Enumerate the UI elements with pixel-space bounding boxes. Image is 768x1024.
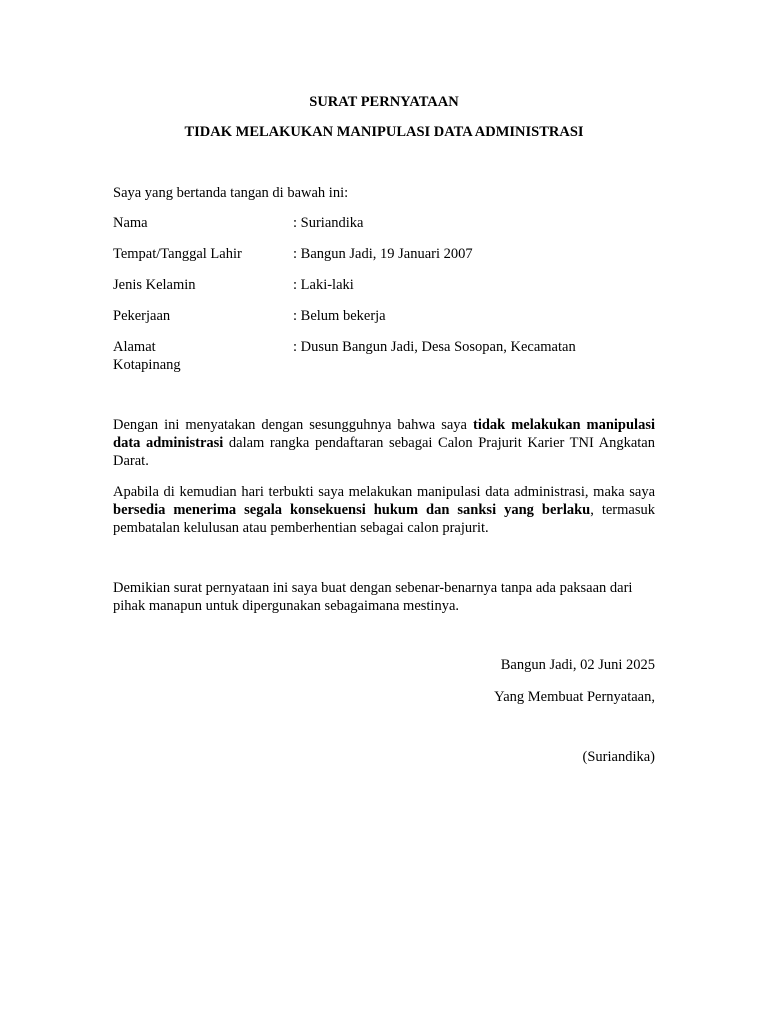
intro-text: Saya yang bertanda tangan di bawah ini: — [113, 185, 349, 201]
paragraph-closing: Demikian surat pernyataan ini saya buat dengan sebenar-benarnya tanpa ada paksaan dari pihak manapun untuk dipergunakan sebagaimana mestinya. — [113, 580, 633, 614]
field-label-nama: Nama — [113, 215, 148, 231]
document-title: SURAT PERNYATAAN — [309, 94, 459, 110]
document-subtitle: TIDAK MELAKUKAN MANIPULASI DATA ADMINISTRASI — [184, 124, 584, 140]
field-value-jenis-kelamin: : Laki-laki — [293, 277, 354, 293]
field-label-jenis-kelamin: Jenis Kelamin — [113, 277, 196, 293]
field-label-ttl: Tempat/Tanggal Lahir — [113, 246, 242, 262]
paragraph-statement-bold: tidak melakukan manipulasi data administrasi — [113, 417, 655, 451]
field-value-pekerjaan: : Belum bekerja — [293, 308, 386, 324]
field-value-nama: : Suriandika — [293, 215, 364, 231]
paragraph-consequence-bold: bersedia menerima segala konsekuensi hukum dan sanksi yang berlaku — [113, 502, 591, 518]
paragraph-statement-post: dalam rangka pendaftaran sebagai Calon Prajurit Karier TNI Angkatan Darat. — [113, 435, 655, 469]
field-label-pekerjaan: Pekerjaan — [113, 308, 171, 324]
paragraph-statement — [113, 416, 655, 470]
signer-label: Yang Membuat Pernyataan, — [494, 689, 655, 705]
signer-name: (Suriandika) — [582, 749, 655, 765]
paragraph-statement-pre: Dengan ini menyatakan dengan sesungguhnya bahwa saya — [113, 417, 473, 433]
address-continuation: Kotapinang — [113, 357, 181, 373]
paragraph-consequence — [113, 483, 655, 537]
place-date: Bangun Jadi, 02 Juni 2025 — [500, 657, 655, 673]
paragraph-consequence-pre: Apabila di kemudian hari terbukti saya melakukan manipulasi data administrasi, maka saya — [113, 484, 655, 500]
field-value-alamat: : Dusun Bangun Jadi, Desa Sosopan, Kecamatan — [293, 339, 576, 355]
paragraph-consequence-post: , termasuk pembatalan kelulusan atau pemberhentian sebagai calon prajurit. — [113, 502, 655, 536]
field-label-alamat: Alamat — [113, 339, 156, 355]
field-value-ttl: : Bangun Jadi, 19 Januari 2007 — [293, 246, 473, 262]
